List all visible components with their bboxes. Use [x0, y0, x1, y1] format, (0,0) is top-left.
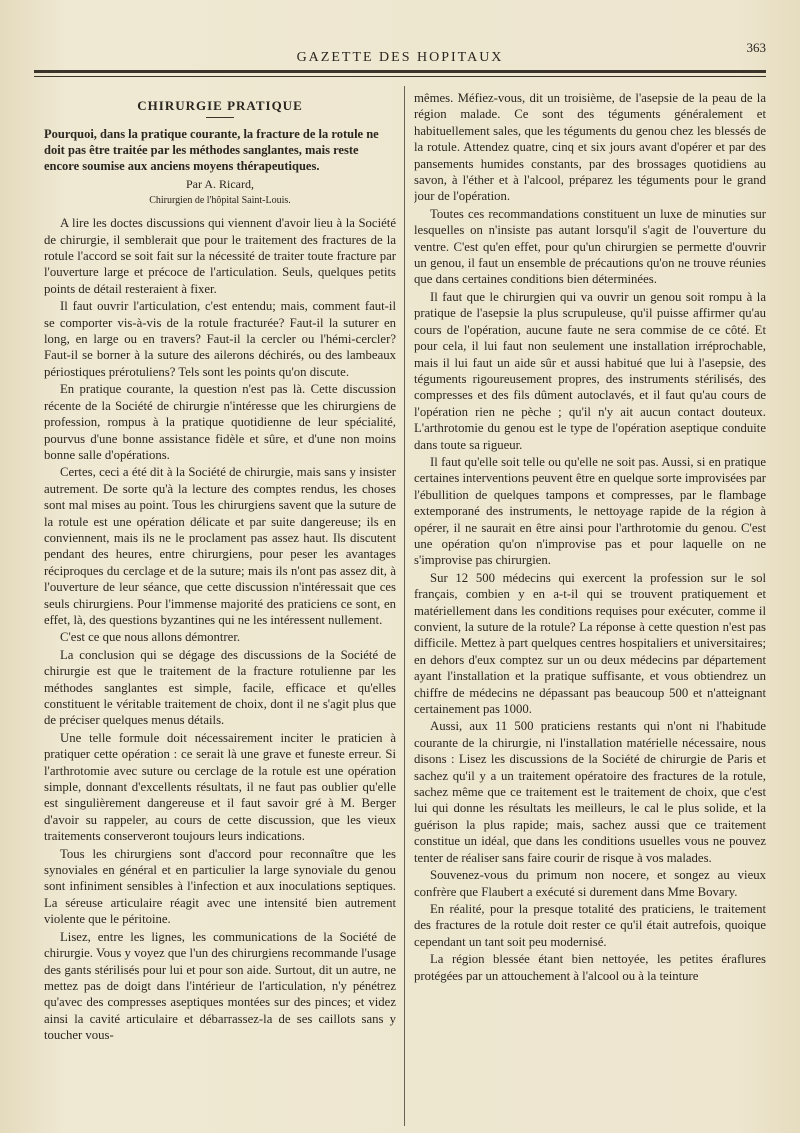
header-rule-thick: [34, 70, 766, 73]
column-divider: [404, 86, 405, 1126]
paragraph: Il faut ouvrir l'articulation, c'est entendu; mais, comment faut-il se comporter vis-à-vis de la rotule fracturée? Faut-il la suturer en long, en large ou en travers? Faut-il la cercler ou l'hémi-cercler? Faut-il se borner à la suture des ailerons déchirés, ou des lambeaux périostiques prérotuliens? Tels sont les points qu'on discute.: [44, 299, 396, 379]
paragraph: Aussi, aux 11 500 praticiens restants qui n'ont ni l'habitude courante de la chirurgie, ni l'installation matérielle nécessaire, nous disons : Lisez les discussions de la Société de chirurgie de Paris et sachez qu'il y a un traitement opératoire des fractures de la rotule, sachez même que ce traitement est le traitement de choix, que c'est lui qui donne les résultats les meilleurs, le cal le plus solide, et la guérison la plus rapide; mais, sachez aussi que ce traitement constitue un idéal, que dans les conditions usuelles vous ne pouvez tenter de réaliser sans faire courir de risque à vos malades.: [414, 719, 766, 865]
paragraph: Lisez, entre les lignes, les communications de la Société de chirurgie. Vous y voyez que l'un des chirurgiens recommande l'usage des gants stérilisés pour lui et pour son aide. Surtout, dit un autre, ne mettez pas de doigt dans l'intérieur de l'articulation, n'y pénétrez qu'avec des compresses aseptiques montées sur des pinces; et videz ainsi la cavité articulaire et débarrassez-la de ses caillots sans y toucher vous-: [44, 929, 396, 1043]
paragraph: Tous les chirurgiens sont d'accord pour reconnaître que les synoviales en général et en particulier la large synoviale du genou sont infiniment sensibles à l'infection et aux inoculations septiques. La séreuse articulaire réagit avec une intensité bien autrement violente que le péritoine.: [44, 846, 396, 927]
paragraph: La région blessée étant bien nettoyée, les petites éraflures protégées par un attouchement à l'alcool ou à la teinture: [414, 952, 766, 983]
paragraph: La conclusion qui se dégage des discussions de la Société de chirurgie est que le traitement de la fracture rotulienne par les méthodes sanglantes est simple, facile, efficace et qu'elles constituent le véritable traitement de choix, dont il ne s'agit plus que de préciser quelques menus détails.: [44, 647, 396, 728]
paragraph: Une telle formule doit nécessairement inciter le praticien à pratiquer cette opération : ce serait là une grave et funeste erreur. Si l'arthrotomie avec suture ou cerclage de la rotule est une opération simple, donnant d'excellents résultats, il ne faut pas oublier qu'elle est singulièrement dangereuse et il faut savoir gré à M. Berger d'avoir su rappeler, au cours de cette discussion, que les vieux traitements conserveront toujours leurs indications.: [44, 730, 396, 844]
paragraph: Il faut qu'elle soit telle ou qu'elle ne soit pas. Aussi, si en pratique certaines interventions peuvent être en quelque sorte improvisées par l'ébullition de quelques tampons et compresses, par le flambage extemporané des instruments, le nettoyage rapide de la région à opérer, il ne saurait en être ainsi pour l'arthrotomie du genou. C'est une opération qu'on n'improvise pas et pour laquelle on ne s'improvise pas chirurgien.: [414, 454, 766, 568]
author-affiliation: Chirurgien de l'hôpital Saint-Louis.: [149, 194, 291, 206]
paragraph: A lire les doctes discussions qui viennent d'avoir lieu à la Société de chirurgie, il semblerait que pour le traitement des fractures de la rotule l'accord se soit fait sur la nécessité de traiter toute fracture par l'ouverture large et précoce de l'articulation. Seuls, quelques petits points de détail resteraient à fixer.: [44, 216, 396, 296]
paragraph: En pratique courante, la question n'est pas là. Cette discussion récente de la Société de chirurgie n'intéresse que les chirurgiens de profession, rompus à la pratique quotidienne de leur spécialité, pourvus d'une bonne assistance fidèle et sûre, et d'une non moins bonne salle d'opérations.: [44, 382, 396, 462]
section-heading: CHIRURGIE PRATIQUE: [137, 98, 303, 113]
left-column: [44, 90, 396, 1120]
header-rule-thin: [34, 76, 766, 77]
paragraph: En réalité, pour la presque totalité des praticiens, le traitement des fractures de la rotule doit rester ce qu'il était autrefois, quoique cependant un tant soit peu modernisé.: [414, 901, 766, 949]
heading-rule: [206, 117, 234, 118]
journal-title: GAZETTE DES HOPITAUX: [296, 50, 504, 65]
article-title: Pourquoi, dans la pratique courante, la fracture de la rotule ne doit pas être traitée par les méthodes sanglantes, mais reste encore soumise aux anciens moyens thérapeutiques.: [44, 127, 379, 174]
paragraph: Sur 12 500 médecins qui exercent la profession sur le sol français, combien y en a-t-il qui se trouvent pratiquement et matériellement dans les conditions requises pour exécuter, comme il convient, la suture de la rotule? La réponse à cette question n'est pas difficile. Mettez à part quelques centres hospitaliers et universitaires; en dehors d'eux comptez sur un ou deux médecins par département ayant l'installation et la pratique suffisante, et vous obtiendrez un chiffre de médecins ne dépassant pas beaucoup 500 et n'atteignant certainement pas 1000.: [414, 570, 766, 717]
paragraph: Certes, ceci a été dit à la Société de chirurgie, mais sans y insister autrement. De sorte qu'à la lecture des comptes rendus, les choses sont mal mises au point. Tous les chirurgiens savent que la suture de la rotule est une opération délicate et par suite dangereuse; ils en conviennent, mais ils ne le proclament pas assez haut. Ils discutent pendant des heures, entre chirurgiens, pour peser les avantages réciproques du cerclage et de la suture; mais ils n'ont pas assez dit, à l'ouverture de leur séance, que cette discussion n'intéressait que ces seuls chirurgiens. Pour l'immense majorité des praticiens ce sont, en effet, là, des questions byzantines qui ne les intéressent nullement.: [44, 465, 396, 627]
paragraph: C'est ce que nous allons démontrer.: [60, 630, 241, 645]
right-column: [414, 90, 766, 1120]
paragraph-continued: mêmes. Méfiez-vous, dit un troisième, de l'asepsie de la peau de la région malade. Ce sont des téguments généralement et habituellement sales, que les téguments du genou chez les blessés de la rotule. Attendez quatre, cinq et six jours avant d'opérer et par des pansements humides constants, par des brossages quotidiens au savon, à l'éther et à l'alcool, préparez les téguments pour le grand jour de l'opération.: [414, 91, 766, 204]
paragraph: Toutes ces recommandations constituent un luxe de minuties sur lesquelles on n'insiste pas autant lorsqu'il s'agit de l'ouverture du ventre. C'est qu'en effet, pour qu'un chirurgien se permette d'ouvrir un genou, il faut un ensemble de précautions qu'on ne trouve réunies que dans certaines conditions bien déterminées.: [414, 206, 766, 287]
page-number: 363: [746, 40, 766, 55]
paragraph: Souvenez-vous du primum non nocere, et songez au vieux confrère que Flaubert a exécuté si durement dans Mme Bovary.: [414, 868, 766, 899]
paragraph: Il faut que le chirurgien qui va ouvrir un genou soit rompu à la pratique de l'asepsie la plus scrupuleuse, qu'il puisse affirmer qu'au cours de l'opération, aucune faute ne sera commise de ce côté. Et pour cela, il lui faut non seulement une installation irréprochable, mais il lui faut un aide sûr et aussi habitué que lui à l'asepsie, des téguments rigoureusement propres, des instruments stérilisés, des compresses et des fils dûment autoclavés, et il faut qu'au cours de l'opération rien ne pèche ; qu'il n'y ait aucun contact douteux. L'arthrotomie du genou est le type de l'opération aseptique conduite dans toute sa rigueur.: [414, 289, 766, 452]
article-byline: Par A. Ricard,: [186, 177, 254, 192]
